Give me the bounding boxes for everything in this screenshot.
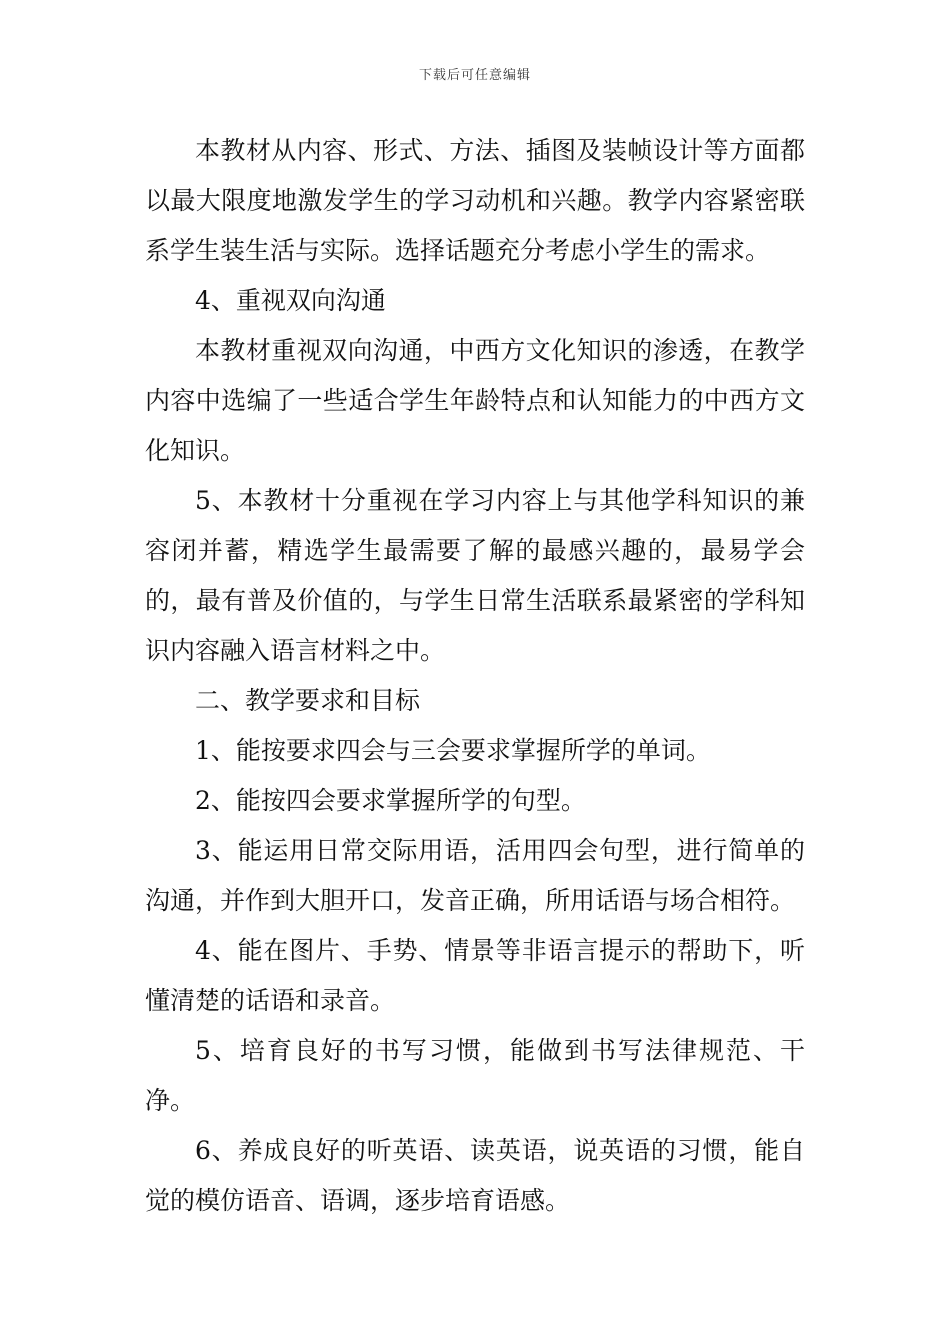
document-body xyxy=(145,126,805,1226)
goal-item-2: 2、能按四会要求掌握所学的句型。 xyxy=(195,786,586,815)
paragraph-cross-subject: 5、本教材十分重视在学习内容上与其他学科知识的兼容闭并蓄，精选学生最需要了解的最感兴趣的，最易学会的，最有普及价值的，与学生日常生活联系最紧密的学科知识内容融入语言材料之中。 xyxy=(145,486,805,665)
goal-item-1: 1、能按要求四会与三会要求掌握所学的单词。 xyxy=(195,736,711,765)
paragraph-two-way-communication: 本教材重视双向沟通，中西方文化知识的渗透，在教学内容中选编了一些适合学生年龄特点和认知能力的中西方文化知识。 xyxy=(145,336,805,465)
heading-two-way-communication: 4、重视双向沟通 xyxy=(195,286,386,315)
goal-item-4: 4、能在图片、手势、情景等非语言提示的帮助下，听懂清楚的话语和录音。 xyxy=(145,936,805,1015)
section-heading-goals: 二、教学要求和目标 xyxy=(195,686,421,715)
goal-item-3: 3、能运用日常交际用语，活用四会句型，进行简单的沟通，并作到大胆开口，发音正确，所用话语与场合相符。 xyxy=(145,836,805,915)
paragraph-textbook-design: 本教材从内容、形式、方法、插图及装帧设计等方面都以最大限度地激发学生的学习动机和兴趣。教学内容紧密联系学生装生活与实际。选择话题充分考虑小学生的需求。 xyxy=(145,136,805,265)
goal-item-6: 6、养成良好的听英语、读英语，说英语的习惯，能自觉的模仿语音、语调，逐步培育语感。 xyxy=(145,1136,805,1215)
header-note: 下载后可任意编辑 xyxy=(418,68,531,83)
goal-item-5: 5、培育良好的书写习惯，能做到书写法律规范、干净。 xyxy=(145,1036,805,1115)
